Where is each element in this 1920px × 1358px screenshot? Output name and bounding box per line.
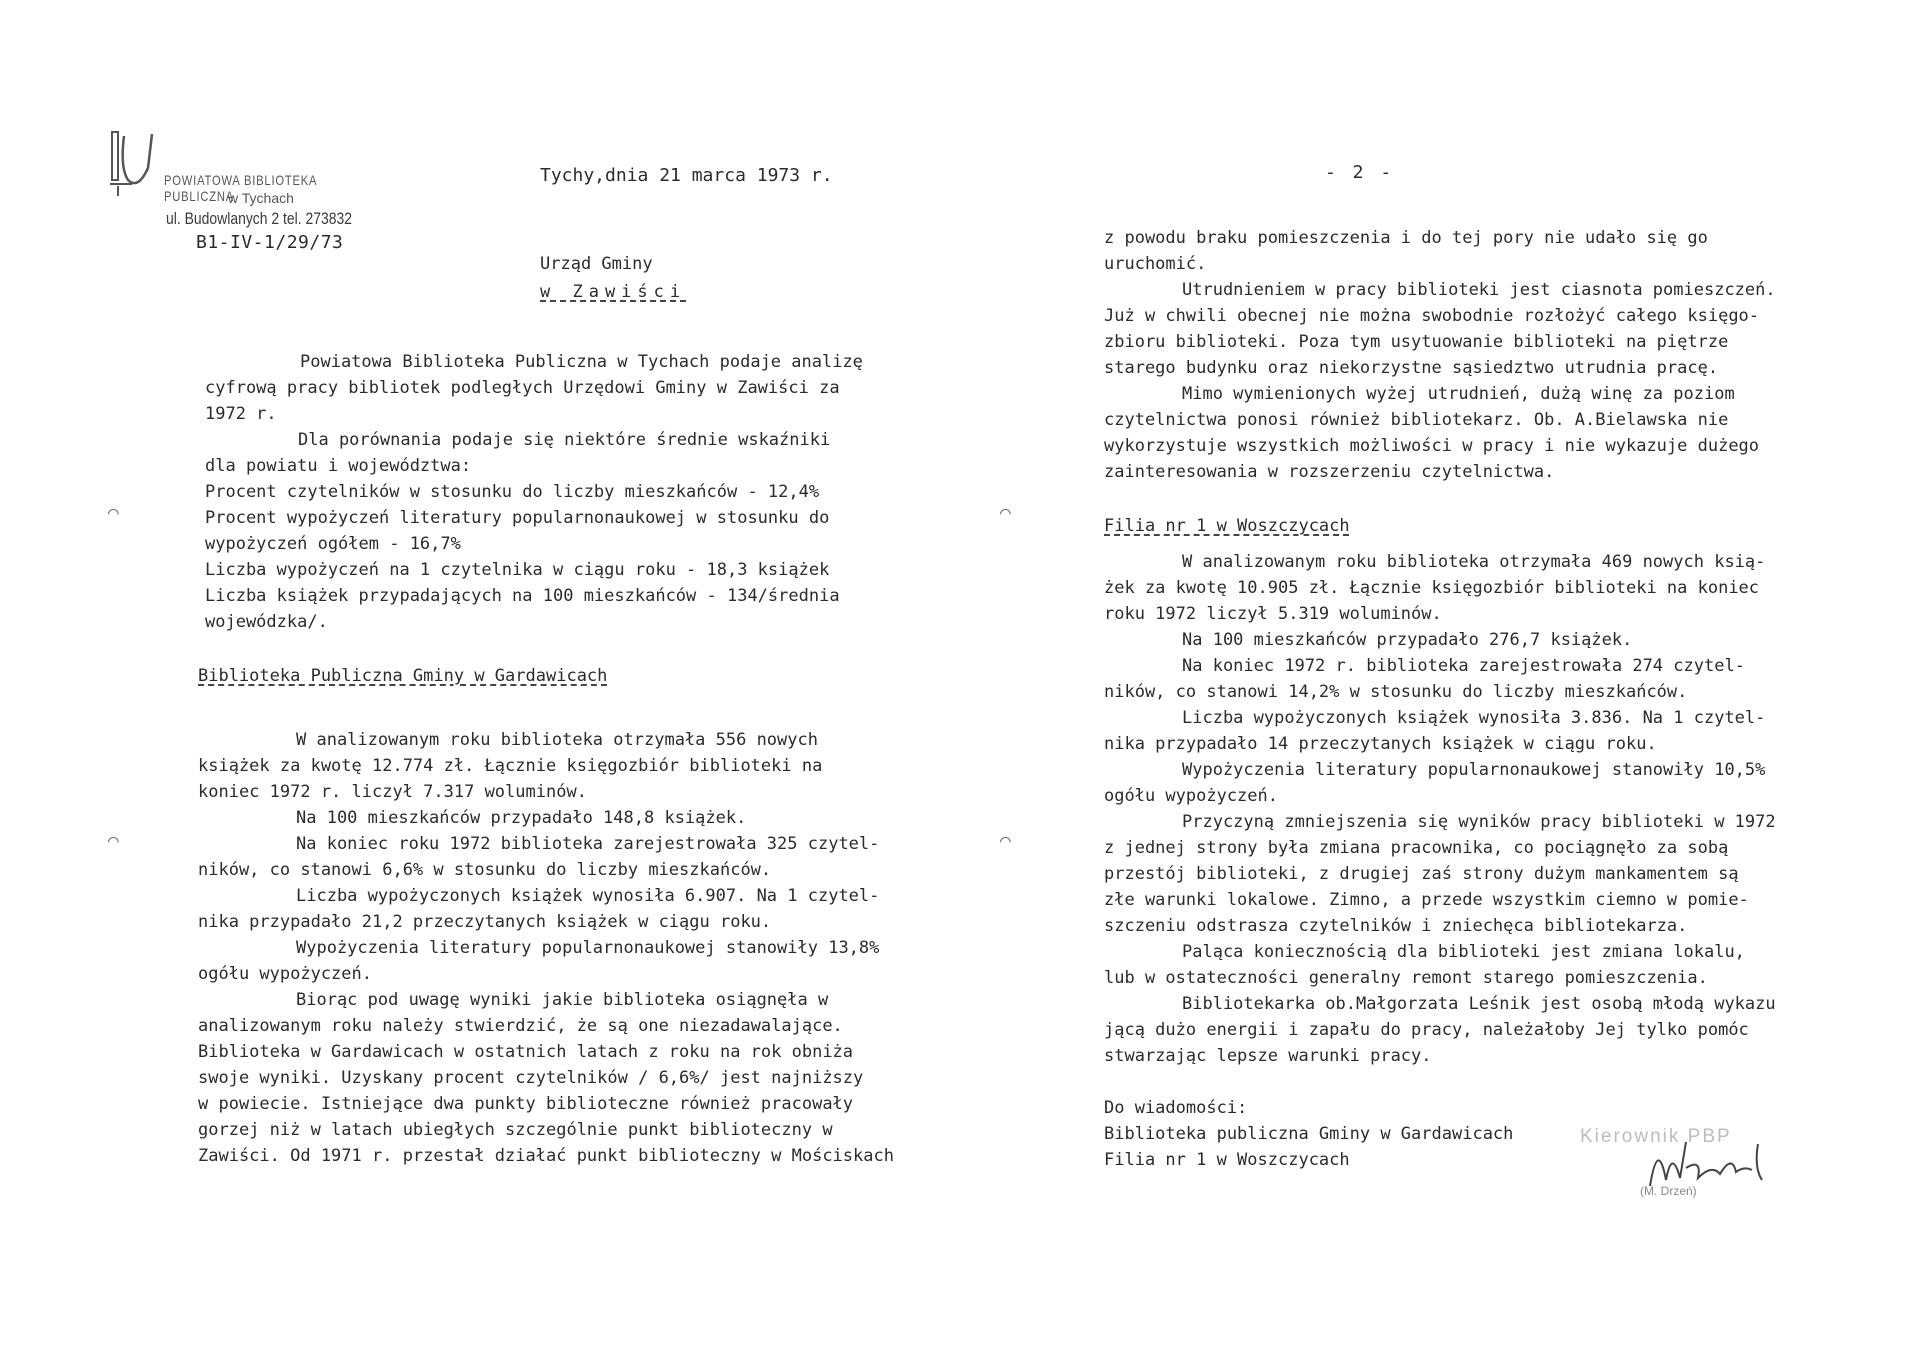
- body-line: uruchomić.: [1104, 254, 1207, 274]
- stamp-city: w Tychach: [228, 190, 294, 206]
- body-line: ogółu wypożyczeń.: [198, 964, 372, 984]
- body-line: Liczba wypożyczonych książek wynosiła 6.907. Na 1 czytel-: [296, 886, 880, 906]
- body-line: W analizowanym roku biblioteka otrzymała 469 nowych ksią-: [1182, 552, 1766, 572]
- body-line: lub w ostateczności generalny remont starego pomieszczenia.: [1104, 968, 1708, 988]
- punch-hole-mark: ⌒: [108, 502, 119, 523]
- page-number: - 2 -: [1325, 162, 1395, 183]
- body-line: Na koniec roku 1972 biblioteka zarejestrowała 325 czytel-: [296, 834, 880, 854]
- body-line: nika przypadało 21,2 przeczytanych książek w ciągu roku.: [198, 912, 772, 932]
- body-line: Biblioteka w Gardawicach w ostatnich latach z roku na rok obniża: [198, 1042, 854, 1062]
- body-line: zbioru biblioteki. Poza tym usytuowanie biblioteki na piętrze: [1104, 332, 1729, 352]
- punch-hole-mark: ⌒: [1000, 830, 1011, 851]
- body-line: z powodu braku pomieszczenia i do tej pory nie udało się go: [1104, 228, 1708, 248]
- recipient-line-2: w Zawiści: [540, 282, 687, 302]
- body-line: przestój biblioteki, z drugiej zaś strony dużym mankamentem są: [1104, 864, 1739, 884]
- library-logo-icon: [108, 128, 168, 198]
- body-line: z jednej strony była zmiana pracownika, co pociągnęło za sobą: [1104, 838, 1729, 858]
- body-line: Procent czytelników w stosunku do liczby mieszkańców - 12,4%: [205, 482, 820, 502]
- recipient-line-1: Urząd Gminy: [540, 254, 653, 274]
- body-line: Wypożyczenia literatury popularnonaukowej stanowiły 10,5%: [1182, 760, 1766, 780]
- body-line: Utrudnieniem w pracy biblioteki jest ciasnota pomieszczeń.: [1182, 280, 1776, 300]
- body-line: szczeniu odstrasza czytelników i zniechęca bibliotekarza.: [1104, 916, 1688, 936]
- body-line: dla powiatu i województwa:: [205, 456, 472, 476]
- body-line: Biorąc pod uwagę wyniki jakie biblioteka osiągnęła w: [296, 990, 829, 1010]
- body-line: cyfrową pracy bibliotek podległych Urzędowi Gminy w Zawiści za: [205, 378, 840, 398]
- body-line: ników, co stanowi 14,2% w stosunku do liczby mieszkańców.: [1104, 682, 1688, 702]
- body-line: swoje wyniki. Uzyskany procent czytelników / 6,6%/ jest najniższy: [198, 1068, 864, 1088]
- body-line: Mimo wymienionych wyżej utrudnień, dużą winę za poziom: [1182, 384, 1735, 404]
- letter-date: Tychy,dnia 21 marca 1973 r.: [540, 165, 833, 186]
- body-line: Procent wypożyczeń literatury popularnonaukowej w stosunku do: [205, 508, 830, 528]
- body-line: Wypożyczenia literatury popularnonaukowej stanowiły 13,8%: [296, 938, 880, 958]
- body-line: Zawiści. Od 1971 r. przestał działać punkt biblioteczny w Mościskach: [198, 1146, 894, 1166]
- body-line: wojewódzka/.: [205, 612, 328, 632]
- body-line: 1972 r.: [205, 404, 277, 424]
- body-line: Powiatowa Biblioteka Publiczna w Tychach podaje analizę: [300, 352, 863, 372]
- reference-number: B1-IV-1/29/73: [196, 232, 344, 253]
- distribution-item: Filia nr 1 w Woszczycach: [1104, 1150, 1350, 1170]
- body-line: Liczba wypożyczonych książek wynosiła 3.836. Na 1 czytel-: [1182, 708, 1766, 728]
- body-line: Już w chwili obecnej nie można swobodnie rozłożyć całego księgo-: [1104, 306, 1760, 326]
- body-line: jącą dużo energii i zapału do pracy, należałoby Jej tylko pomóc: [1104, 1020, 1749, 1040]
- body-line: ogółu wypożyczeń.: [1104, 786, 1278, 806]
- body-line: zainteresowania w rozszerzeniu czytelnictwa.: [1104, 462, 1555, 482]
- body-line: Liczba wypożyczeń na 1 czytelnika w ciągu roku - 18,3 książek: [205, 560, 830, 580]
- section-heading-gardawice: Biblioteka Publiczna Gminy w Gardawicach: [198, 666, 608, 686]
- body-line: Dla porównania podaje się niektóre średnie wskaźniki: [298, 430, 831, 450]
- body-line: Przyczyną zmniejszenia się wyników pracy biblioteki w 1972: [1182, 812, 1776, 832]
- body-line: w powiecie. Istniejące dwa punkty biblioteczne również pracowały: [198, 1094, 854, 1114]
- signature-name: (M. Drzeń): [1640, 1184, 1697, 1198]
- body-line: Paląca koniecznością dla biblioteki jest zmiana lokalu,: [1182, 942, 1745, 962]
- body-line: wykorzystuje wszystkich możliwości w pracy i nie wykazuje dużego: [1104, 436, 1760, 456]
- body-line: starego budynku oraz niekorzystne sąsiedztwo utrudnia pracę.: [1104, 358, 1719, 378]
- distribution-item: Biblioteka publiczna Gminy w Gardawicach: [1104, 1124, 1514, 1144]
- body-line: czytelnictwa ponosi również bibliotekarz. Ob. A.Bielawska nie: [1104, 410, 1729, 430]
- body-line: książek za kwotę 12.774 zł. Łącznie księgozbiór biblioteki na: [198, 756, 823, 776]
- section-heading-woszczyce: Filia nr 1 w Woszczycach: [1104, 516, 1350, 536]
- body-line: Na 100 mieszkańców przypadało 148,8 książek.: [296, 808, 747, 828]
- punch-hole-mark: ⌒: [108, 830, 119, 851]
- body-line: roku 1972 liczył 5.319 woluminów.: [1104, 604, 1442, 624]
- punch-hole-mark: ⌒: [1000, 502, 1011, 523]
- signature-title: Kierownik PBP: [1580, 1126, 1732, 1147]
- body-line: Bibliotekarka ob.Małgorzata Leśnik jest osobą młodą wykazu: [1182, 994, 1776, 1014]
- body-line: Liczba książek przypadających na 100 mieszkańców - 134/średnia: [205, 586, 840, 606]
- signature-block: [1580, 1112, 1820, 1202]
- body-line: ników, co stanowi 6,6% w stosunku do liczby mieszkańców.: [198, 860, 772, 880]
- body-line: gorzej niż w latach ubiegłych szczególnie punkt biblioteczny w: [198, 1120, 833, 1140]
- distribution-heading: Do wiadomości:: [1104, 1098, 1248, 1118]
- body-line: Na 100 mieszkańców przypadało 276,7 książek.: [1182, 630, 1633, 650]
- body-line: stwarzając lepsze warunki pracy.: [1104, 1046, 1432, 1066]
- stamp-name: POWIATOWA BIBLIOTEKA PUBLICZNA: [164, 172, 317, 204]
- body-line: złe warunki lokalowe. Zimno, a przede wszystkim ciemno w pomie-: [1104, 890, 1749, 910]
- body-line: W analizowanym roku biblioteka otrzymała 556 nowych: [296, 730, 818, 750]
- body-line: wypożyczeń ogółem - 16,7%: [205, 534, 461, 554]
- body-line: Na koniec 1972 r. biblioteka zarejestrowała 274 czytel-: [1182, 656, 1745, 676]
- body-line: nika przypadało 14 przeczytanych książek w ciągu roku.: [1104, 734, 1657, 754]
- body-line: koniec 1972 r. liczył 7.317 woluminów.: [198, 782, 587, 802]
- stamp-address: ul. Budowlanych 2 tel. 273832: [166, 209, 352, 228]
- body-line: analizowanym roku należy stwierdzić, że są one niezadawalające.: [198, 1016, 843, 1036]
- body-line: żek za kwotę 10.905 zł. Łącznie księgozbiór biblioteki na koniec: [1104, 578, 1760, 598]
